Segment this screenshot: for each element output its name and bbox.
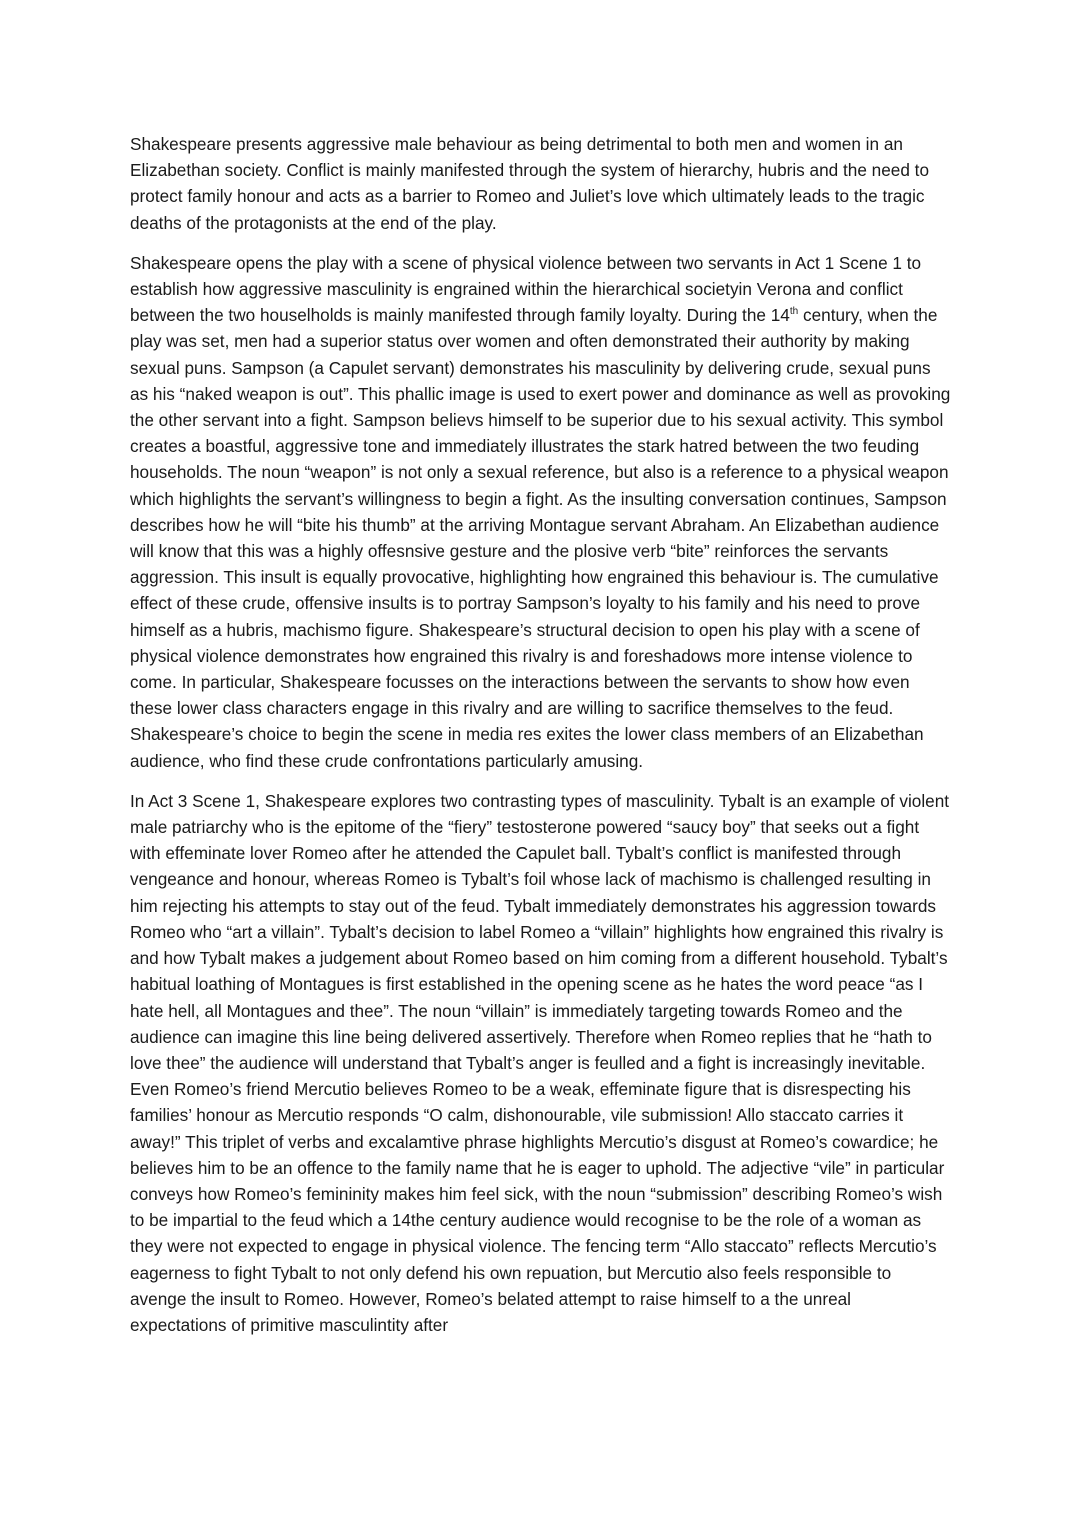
- ordinal-superscript: th: [789, 306, 799, 318]
- paragraph-intro: Shakespeare presents aggressive male behaviour as being detrimental to both men and women in an Elizabethan society. Conflict is mainly manifested through the system of hierarchy, hubris and the need to protect family honour and acts as a barrier to Romeo and Juliet’s love which ultimately leads to the tragic deaths of the protagonists at the end of the play.: [130, 134, 929, 233]
- paragraph-act1-scene1: [130, 250, 952, 774]
- paragraph-act1-scene1-part-b: century, when the play was set, men had a superior status over women and often demonstrated their authority by making sexual puns. Sampson (a Capulet servant) demonstrates his masculinity by delivering crude, sexual puns as his “naked weapon is out”. This phallic image is used to exert power and dominance as well as provoking the other servant into a fight. Sampson believs himself to be superior due to his sexual activity. This symbol creates a boastful, aggressive tone and immediately illustrates the stark hatred between the two feuding households. The noun “weapon” is not only a sexual reference, but also is a reference to a physical weapon which highlights the servant’s willingness to begin a fight. As the insulting conversation continues, Sampson describes how he will “bite his thumb” at the arriving Montague servant Abraham. An Elizabethan audience will know that this was a highly offesnsive gesture and the plosive verb “bite” reinforces the servants aggression. This insult is equally provocative, highlighting how engrained this behaviour is. The cumulative effect of these crude, offensive insults is to portray Sampson’s loyalty to his family and his need to prove himself as a hubris, machismo figure. Shakespeare’s structural decision to open his play with a scene of physical violence demonstrates how engrained this rivalry is and foreshadows more intense violence to come. In particular, Shakespeare focusses on the interactions between the servants to show how even these lower class characters engage in this rivalry and are willing to sacrifice themselves to the feud. Shakespeare’s choice to begin the scene in media res exites the lower class members of an Elizabethan audience, who find these crude confrontations particularly amusing.: [130, 305, 951, 771]
- paragraph-act3-scene1: In Act 3 Scene 1, Shakespeare explores two contrasting types of masculinity. Tybalt is an example of violent male patriarchy who is the epitome of the “fiery” testosterone powered “saucy boy” that seeks out a fight with effeminate lover Romeo after he attended the Capulet ball. Tybalt’s conflict is manifested through vengeance and honour, whereas Romeo is Tybalt’s foil whose lack of machismo is challenged resulting in him rejecting his attempts to stay out of the feud. Tybalt immediately demonstrates his aggression towards Romeo who “art a villain”. Tybalt’s decision to label Romeo a “villain” highlights how engrained this rivalry is and how Tybalt makes a judgement about Romeo based on him coming from a different household. Tybalt’s habitual loathing of Montagues is first established in the opening scene as he hates the word peace “as I hate hell, all Montagues and thee”. The noun “villain” is immediately targeting towards Romeo and the audience can imagine this line being delivered assertively. Therefore when Romeo replies that he “hath to love thee” the audience will understand that Tybalt’s anger is feulled and a fight is increasingly inevitable. Even Romeo’s friend Mercutio believes Romeo to be a weak, effeminate figure that is disrespecting his families’ honour as Mercutio responds “O calm, dishonourable, vile submission! Allo staccato carries it away!” This triplet of verbs and excalamtive phrase highlights Mercutio’s disgust at Romeo’s cowardice; he believes him to be an offence to the family name that he is eager to uphold. The adjective “vile” in particular conveys how Romeo’s femininity makes him feel sick, with the noun “submission” describing Romeo’s wish to be impartial to the feud which a 14the century audience would recognise to be the role of a woman as they were not expected to engage in physical violence. The fencing term “Allo staccato” reflects Mercutio’s eagerness to fight Tybalt to not only defend his own repuation, but Mercutio also feels responsible to avenge the insult to Romeo. However, Romeo’s belated attempt to raise himself to a the unreal expectations of primitive masculintity after: [130, 790, 950, 1335]
- paragraph-act1-scene1-part-a: Shakespeare opens the play with a scene of physical violence between two servants in Act 1 Scene 1 to establish how aggressive masculinity is engrained within the hierarchical societyin Verona and conflict between the two houselholds is mainly manifested through family loyalty. During the 14: [130, 252, 922, 326]
- essay-body: [130, 131, 952, 1338]
